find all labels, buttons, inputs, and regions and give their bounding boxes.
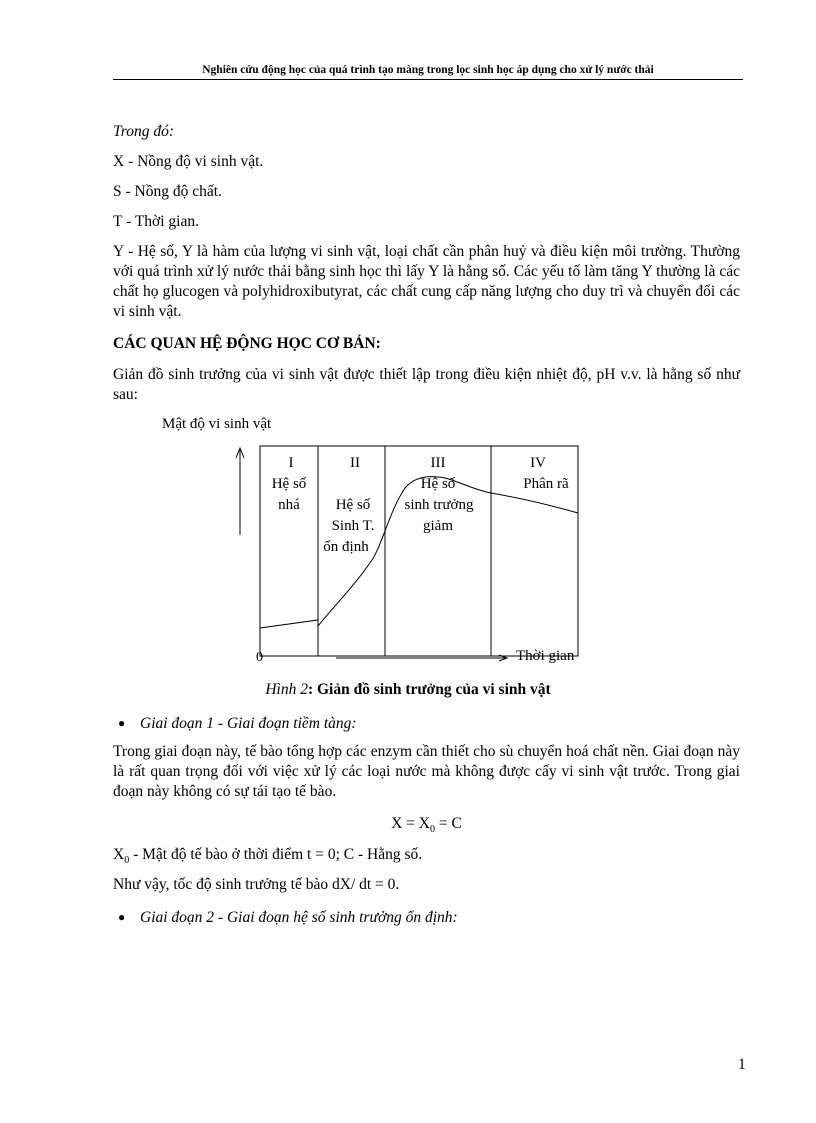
note-sub: 0 (124, 855, 130, 867)
definition-t: T - Thời gian. (113, 213, 199, 230)
caption-prefix: Hình 2 (265, 681, 308, 698)
phase-2-line-1: Hệ số (335, 497, 371, 513)
growth-diagram (150, 410, 600, 672)
eq-sub: 0 (430, 824, 436, 836)
phase-1-title: Giai đoạn 1 - Giai đoạn tiềm tàng: (140, 715, 357, 732)
phase-3-line-3: giảm (423, 518, 453, 534)
definition-s: S - Nồng độ chất. (113, 183, 222, 200)
y-axis-label: Mật độ vi sinh vật (162, 416, 272, 432)
phase-3-line-1: Hệ số (420, 476, 456, 492)
note-x: X (113, 846, 125, 863)
figure-caption (113, 681, 703, 699)
bullet-2 (118, 908, 125, 926)
phase-3-line-2: sinh trưởng (404, 497, 474, 513)
origin-label: 0 (256, 650, 263, 665)
phase-1-line-1: Hệ số (271, 476, 307, 492)
phase-2-title: Giai đoạn 2 - Giai đoạn hệ số sinh trưởng ổn định: (140, 909, 458, 926)
header-rule (113, 79, 743, 80)
running-header: Nghiên cứu động học của quá trình tạo màng trong lọc sinh học áp dụng cho xử lý nước thải (202, 64, 654, 76)
x-axis-label: Thời gian (516, 648, 575, 664)
phase-3-numeral: III (430, 455, 446, 471)
bullet-dot: ● (118, 910, 126, 924)
bullet-dot: ● (118, 716, 126, 730)
caption-text: : Giản đồ sinh trưởng của vi sinh vật (307, 681, 551, 698)
eq-right: = C (435, 815, 462, 832)
definitions-intro: Trong đó: (113, 123, 175, 140)
phase-1-rate: Như vậy, tốc độ sinh trưởng tế bào dX/ dt = 0. (113, 876, 400, 893)
eq-left: X = X (391, 815, 431, 832)
phase-2-numeral: II (350, 455, 360, 471)
section-heading: CÁC QUAN HỆ ĐỘNG HỌC CƠ BẢN: (113, 335, 381, 352)
note-rest: - Mật độ tế bào ở thời điểm t = 0; C - Hằng số. (129, 846, 423, 863)
phase-4-numeral: IV (530, 455, 546, 471)
phase-4-line-1: Phân rã (523, 476, 569, 492)
phase-2-line-2: Sinh T. (331, 518, 375, 534)
definition-y: Y - Hệ số, Y là hàm của lượng vi sinh vật, loại chất cần phân huỷ và điều kiện môi trường. Thường với quá trình xử lý nước thải bằng sinh học thì lấy Y là hằng số. Các yếu tố làm tăng Y thường là các chất họ glucogen và polyhidroxibutyrat, các chất cung cấp năng lượng cho duy trì và chuyển đổi các vi sinh vật. (113, 243, 740, 320)
definition-x: X - Nồng độ vi sinh vật. (113, 153, 264, 170)
phase-1-body: Trong giai đoạn này, tế bào tổng hợp các enzym cần thiết cho sù chuyển hoá chất nền. Giai đoạn này là rất quan trọng đối với việc xử lý các loại nước mà không được cấy vi sinh vật trước. Trong giai đoạn này không có sự tái tạo tế bào. (113, 743, 740, 800)
phase-1-numeral: I (288, 455, 294, 471)
phase-2-line-3: ổn định (323, 539, 369, 555)
phase-1-note (113, 845, 740, 871)
phase-1-line-2: nhá (278, 497, 300, 513)
section-intro: Giản đồ sinh trưởng của vi sinh vật được thiết lập trong điều kiện nhiệt độ, pH v.v. là hằng số như sau: (113, 366, 740, 403)
page-number: 1 (738, 1056, 746, 1073)
phase-1-equation (113, 815, 740, 835)
bullet-1 (118, 714, 125, 732)
